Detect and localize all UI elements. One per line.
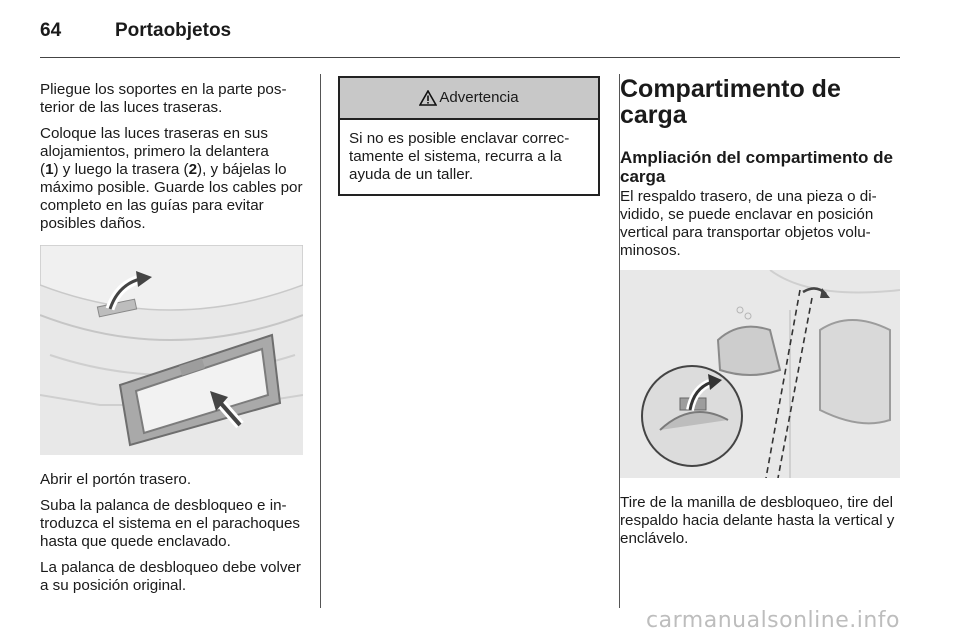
right-column: [620, 76, 902, 556]
paragraph-backrest: El respaldo trasero, de una pieza o dividido, se puede enclavar en posición vertical para transportar objetos voluminosos.: [620, 188, 877, 259]
warning-triangle-icon: [419, 90, 437, 106]
backrest-illustration-icon: [620, 270, 900, 478]
paragraph-place-lights: [40, 125, 304, 233]
paragraph-lever-return: La palanca de desbloqueo debe volver a su posición original.: [40, 559, 301, 594]
paragraph-open-tailgate: Abrir el portón trasero.: [40, 471, 192, 488]
warning-header: [340, 78, 598, 120]
left-column: [40, 81, 304, 603]
cargo-subheading: Ampliación del compartimento de carga: [620, 148, 893, 186]
paragraph-raise-lever: Suba la palanca de desbloqueo e introduzca el sistema en el parachoques hasta que quede enclavado.: [40, 497, 301, 550]
column-divider-left: [320, 74, 321, 608]
warning-title: Advertencia: [439, 89, 519, 106]
figure-rear-bumper-illustration: [40, 245, 303, 455]
page-number: 64: [40, 20, 62, 41]
text-lower-lights: ), y bájelas lo máximo posible. Guarde los cables por completo en las guías para evitar posibles daños.: [40, 161, 303, 232]
rear-bumper-illustration-icon: [40, 245, 303, 455]
paragraph-fold-supports: Pliegue los soportes en la parte posterior de las luces traseras.: [40, 81, 287, 116]
text-paren-open: (: [40, 161, 46, 178]
cargo-heading: Compartimento de carga: [620, 75, 841, 129]
header-rule: [40, 57, 900, 58]
callout-number-2: 2: [188, 161, 198, 178]
section-title: Portaobjetos: [115, 20, 232, 41]
warning-box: [338, 76, 600, 196]
middle-column: [338, 76, 600, 196]
text-place-lights: Coloque las luces traseras en sus alojamientos, primero la delantera: [40, 125, 269, 160]
callout-number-1: 1: [45, 161, 54, 178]
watermark: carmanualsonline.info: [646, 608, 900, 633]
figure-backrest-illustration: [620, 270, 900, 478]
paragraph-pull-handle: Tire de la manilla de desbloqueo, tire del respaldo hacia delante hasta la vertical y enclávelo.: [620, 494, 895, 547]
warning-text: Si no es posible enclavar correctamente el sistema, recurra a la ayuda de un taller.: [349, 130, 570, 183]
text-rear: ) y luego la trasera (: [53, 161, 189, 178]
